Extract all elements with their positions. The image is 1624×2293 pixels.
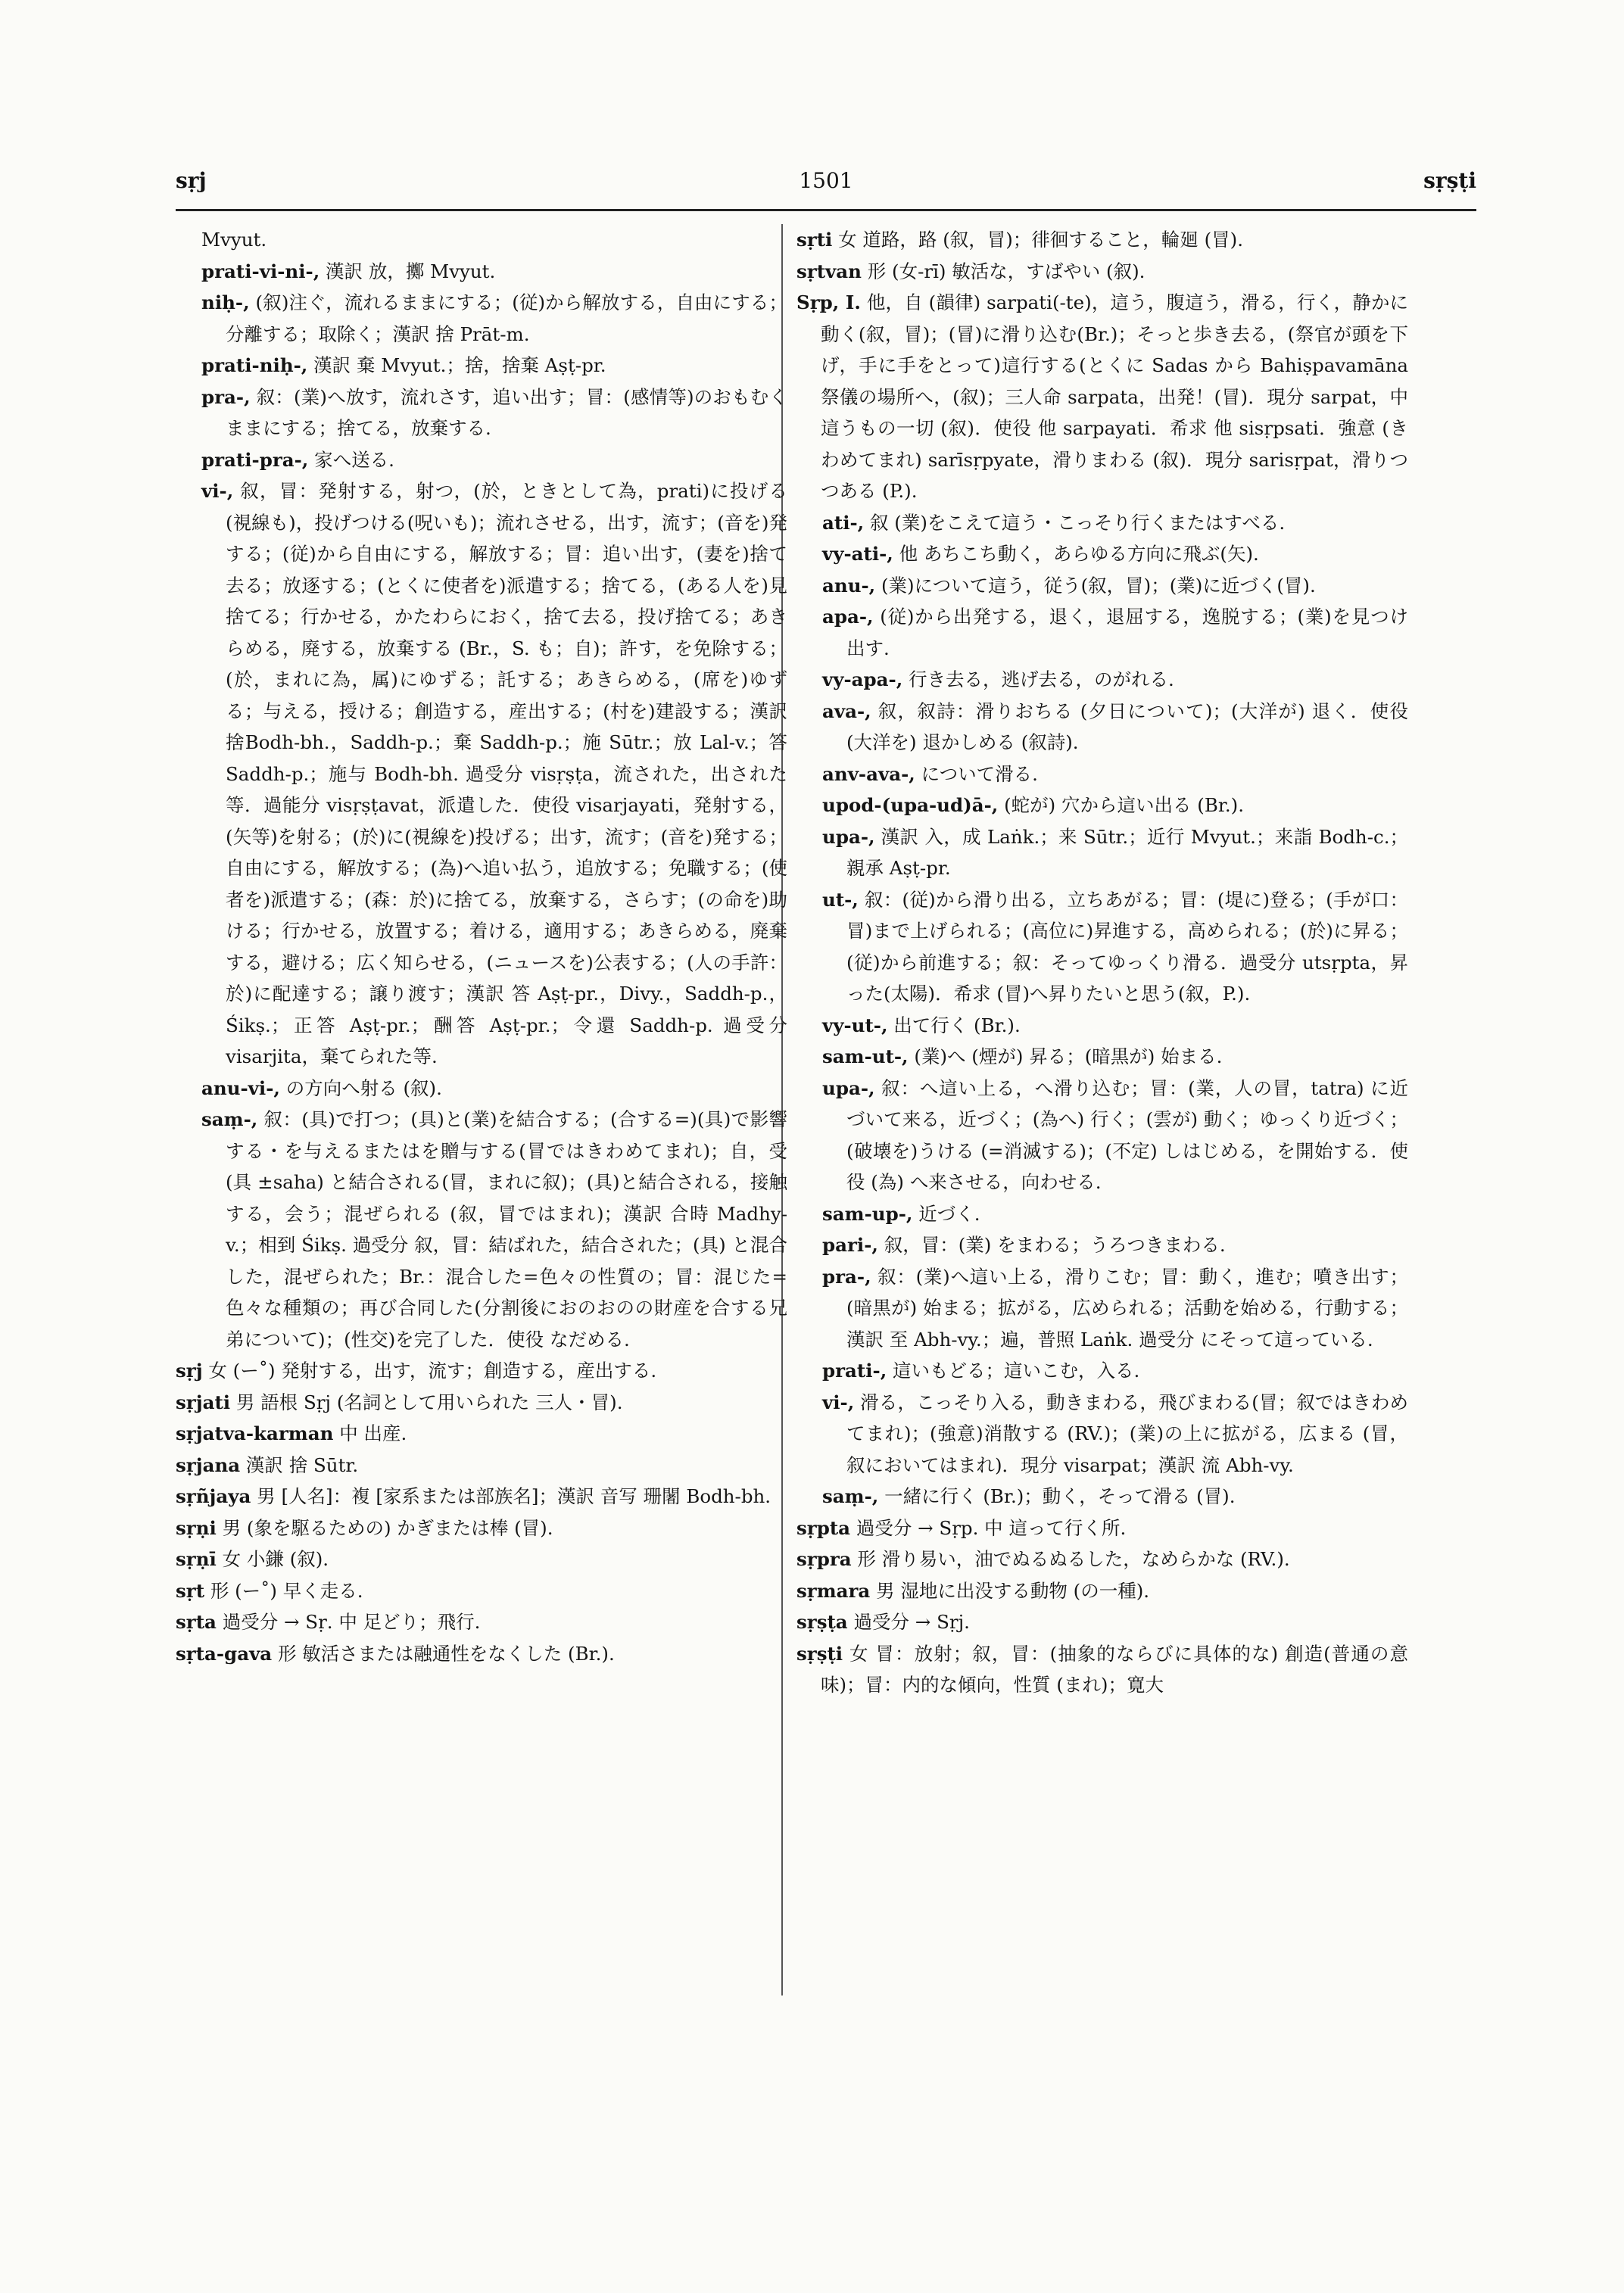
- dictionary-subentry: [796, 1073, 1408, 1198]
- dictionary-entry: [796, 1544, 1408, 1575]
- headword: sṛta: [176, 1611, 217, 1633]
- dictionary-entry: [176, 1387, 787, 1419]
- definition-text: (従)から出発する，退く，退屈する，逸脱する；(業)を見つけ出す.: [846, 606, 1408, 659]
- definition-text: 出て行く (Br.).: [887, 1014, 1021, 1036]
- headword: sṛti: [796, 229, 833, 251]
- headword: sṛta-gava: [176, 1642, 273, 1665]
- dictionary-subentry: [796, 759, 1408, 790]
- definition-text: 叙，冒：(業) をまわる；うろつきまわる.: [877, 1234, 1226, 1256]
- definition-text: 男 [人名]：複 [家系または部族名]；漢訳 音写 珊闍 Bodh-bh.: [251, 1485, 771, 1507]
- definition-text: 叙，冒：発射する，射つ，(於，ときとして為，prati)に投げる(視線も)，投げつける(呪いも)；流れさせる，出す，流す；(音を)発する；(従)から自由にする，解放する；冒：追い出す，(妻を)捨て去る；放逐する；(とくに使者を)派遣する；捨てる，(ある人を)見捨てる；行かせる，かたわらにおく，捨て去る，投げ捨てる；あきらめる，廃する，放棄する (Br.，S. も；自)；許す，を免除する；(於，まれに為，属)にゆずる；託する；あきらめる，(席を)ゆずる；与える，授ける；創造する，産出する；(村を)建設する；漢訳 捨Bodh-bh.，Saddh-p.；棄 Saddh-p.；施 Sūtr.；放 Lal-v.；答 Saddh-p.；施与 Bodh-bh. 過受分 visṛṣṭa，流された，出された等．過能分 visṛṣṭavat，派遣した．使役 visarjayati，発射する，(矢等)を射る；(於)に(視線を)投げる；出す，流す；(音を)発する；自由にする，解放する；(為)へ追い払う，追放する；免職する；(使者を)派遣する；(森：於)に捨てる，放棄する，さらす；(の命を)助ける；行かせる，放置する；着ける，適用する；あきらめる，廃棄する，避ける；広く知らせる，(ニュースを)公表する；(人の手許：於)に配達する；譲り渡す；漢訳 答 Aṣṭ-pr.，Divy.，Saddh-p.，Śikṣ.；正答 Aṣṭ-pr.；酬答 Aṣṭ-pr.；令還 Saddh-p. 過受分 visarjita，棄てられた等.: [226, 480, 787, 1067]
- definition-text: 形 (女-rī) 敏活な，すばやい (叙).: [861, 260, 1146, 282]
- definition-text: 漢訳 棄 Mvyut.；捨，捨棄 Aṣṭ-pr.: [307, 354, 606, 376]
- dictionary-entry: [796, 1575, 1408, 1607]
- dictionary-subentry: [176, 475, 787, 1073]
- headword: sṛt: [176, 1579, 205, 1602]
- definition-text: 一緒に行く (Br.)；動く，そって滑る (冒).: [878, 1485, 1236, 1507]
- headword: sṛtvan: [796, 260, 862, 282]
- dictionary-subentry: [176, 287, 787, 350]
- definition-text: 過受分 → Sṛ. 中 足どり；飛行.: [216, 1611, 481, 1633]
- dictionary-subentry: [796, 1229, 1408, 1261]
- page-number: 1501: [799, 168, 853, 193]
- left-column: [176, 224, 787, 1669]
- definition-text: 叙，叙詩：滑りおちる (夕日について)；(大洋が) 退く．使役 (大洋を) 退かしめる (叙詩).: [846, 699, 1408, 753]
- dictionary-entry: [176, 1418, 787, 1450]
- headword: anv-ava-,: [822, 762, 915, 785]
- definition-text: 中 出産.: [333, 1422, 407, 1444]
- headword: pari-,: [822, 1234, 878, 1256]
- headword: sṛpra: [796, 1548, 852, 1570]
- header-left-guideword: sṛj: [176, 168, 207, 193]
- dictionary-entry: [796, 224, 1408, 256]
- dictionary-entry: [176, 1513, 787, 1544]
- dictionary-entry: [796, 256, 1408, 288]
- definition-text: 男 語根 Sṛj (名詞として用いられた 三人・冒).: [230, 1391, 623, 1413]
- dictionary-subentry: [796, 570, 1408, 602]
- dictionary-entry: [176, 1544, 787, 1575]
- definition-text: 形 滑り易い，油でぬるぬるした，なめらかな (RV.).: [851, 1548, 1290, 1570]
- dictionary-entry: [176, 1481, 787, 1513]
- headword: vi-,: [822, 1391, 855, 1413]
- dictionary-subentry: [796, 507, 1408, 539]
- definition-text: 女 道路，路 (叙，冒)；徘徊すること，輪廻 (冒).: [832, 229, 1243, 251]
- dictionary-entry: [176, 1575, 787, 1607]
- definition-text: 他，自 (韻律) sarpati(-te)，這う，腹這う，滑る，行く，静かに動く(叙，冒)；(冒)に滑り込む(Br.)；そっと歩き去る，(祭官が頭を下げ，手に手をとって)這行する(とくに Sadas から Bahiṣpavamāna 祭儀の場所へ，(叙)；三人命 sarpata，出発！(冒)．現分 sarpat，中 這うもの一切 (叙)．使役 他 sarpayati．希求 他 sisṛpsati．強意 (きわめてまれ) sarīsṛpyate，滑りまわる (叙)．現分 sarisṛpat，滑りつつある (P.).: [821, 291, 1409, 502]
- headword: sṛjatva-karman: [176, 1422, 334, 1444]
- dictionary-subentry: [796, 1041, 1408, 1073]
- dictionary-subentry: [796, 1481, 1408, 1513]
- headword: niḥ-,: [201, 291, 250, 313]
- dictionary-subentry: [176, 1073, 787, 1104]
- headword: pra-,: [201, 385, 251, 408]
- headword: prati-,: [822, 1360, 887, 1382]
- definition-text: 女 (ー˚) 発射する，出す，流す；創造する，産出する.: [202, 1360, 657, 1382]
- definition-text: 過受分 → Sṛj.: [847, 1611, 970, 1633]
- headword: ava-,: [822, 699, 871, 722]
- definition-text: 叙 (業)をこえて這う・こっそり行くまたはすべる.: [864, 511, 1286, 534]
- definition-text: 叙：(具)で打つ；(具)と(業)を結合する；(合する=)(具)で影響する・を与えるまたはを贈与する(冒ではきわめてまれ)；自，受 (具 ±saha) と結合される(冒，まれに叙)；(具)と結合される，接触する，会う；混ぜられる (叙，冒ではまれ)；漢訳 合時 Madhy-v.；相到 Śikṣ. 過受分 叙，冒：結ばれた，結合された；(具) と混合した，混ぜられた；Br.：混合した=色々の性質の；冒：混じた=色々な種類の；再び合同した(分割後におのおのの財産を合する兄弟について)；(性交)を完了した．使役 なだめる.: [226, 1108, 787, 1351]
- dictionary-entry: [176, 1355, 787, 1387]
- headword: ut-,: [822, 888, 859, 911]
- definition-text: 近づく.: [912, 1202, 980, 1225]
- dictionary-subentry: [176, 256, 787, 288]
- definition-text: 漢訳 捨 Sūtr.: [240, 1453, 359, 1476]
- definition-text: Mvyut.: [201, 229, 267, 251]
- headword: prati-pra-,: [201, 448, 309, 471]
- dictionary-subentry: [176, 1104, 787, 1355]
- headword: saṃ-,: [822, 1485, 879, 1507]
- definition-text: 男 湿地に出没する動物 (の一種).: [870, 1579, 1150, 1602]
- dictionary-subentry: [796, 884, 1408, 1010]
- dictionary-subentry: [176, 382, 787, 444]
- definition-text: 他 あちこち動く，あらゆる方向に飛ぶ(矢).: [893, 543, 1259, 565]
- definition-text: 過受分 → Sṛp. 中 這って行く所.: [850, 1516, 1127, 1539]
- dictionary-subentry: [796, 790, 1408, 821]
- definition-text: 形 (ー˚) 早く走る.: [204, 1579, 363, 1602]
- dictionary-subentry: [176, 444, 787, 476]
- definition-text: について滑る.: [915, 762, 1038, 785]
- definition-text: 女 小鎌 (叙).: [216, 1548, 329, 1570]
- definition-text: (蛇が) 穴から這い出る (Br.).: [998, 794, 1244, 816]
- definition-text: 這いもどる；這いこむ，入る.: [887, 1360, 1140, 1382]
- dictionary-subentry: [796, 538, 1408, 570]
- dictionary-entry: [796, 1606, 1408, 1638]
- dictionary-subentry: [796, 821, 1408, 884]
- definition-text: 叙：(従)から滑り出る，立ちあがる；冒：(堤に)登る；(手が口：冒)まで上げられる；(高位に)昇進する，高められる；(於)に昇る；(従)から前進する；叙：そってゆっくり滑る．過受分 utsṛpta，昇った(太陽)．希求 (冒)へ昇りたいと思う(叙，P.).: [846, 888, 1408, 1005]
- headword: upod-(upa-ud)ā-,: [822, 794, 999, 816]
- headword: anu-vi-,: [201, 1076, 280, 1099]
- dictionary-subentry: [796, 1355, 1408, 1387]
- dictionary-entry: [796, 287, 1408, 507]
- dictionary-subentry: [796, 601, 1408, 664]
- dictionary-subentry: [796, 696, 1408, 759]
- definition-text: 女 冒：放射；叙，冒：(抽象的ならびに具体的な) 創造(普通の意味)；冒：内的な傾向，性質 (まれ)；寛大: [821, 1642, 1408, 1696]
- headword: ati-,: [822, 511, 865, 534]
- headword: saṃ-,: [201, 1108, 258, 1130]
- headword: pra-,: [822, 1265, 871, 1288]
- dictionary-subentry: [796, 1198, 1408, 1230]
- definition-text: 叙：へ這い上る，へ滑り込む；冒：(業，人の冒，tatra) に近づいて来る，近づく；(為へ) 行く；(雲が) 動く；ゆっくり近づく；(破壊を)うける (=消滅する)；(不定) しはじめる，を開始する．使役 (為) へ来させる，向わせる.: [846, 1076, 1408, 1193]
- headword: sṛj: [176, 1360, 203, 1382]
- dictionary-entry: [796, 1513, 1408, 1544]
- dictionary-entry: [176, 1606, 787, 1638]
- headword: vy-apa-,: [822, 668, 903, 690]
- definition-text: 行き去る，逃げ去る，のがれる.: [902, 668, 1174, 690]
- dictionary-subentry: [796, 1387, 1408, 1481]
- dictionary-subentry: [796, 1010, 1408, 1042]
- definition-text: 叙：(業)へ放す，流れさす，追い出す；冒：(感情等)のおもむくままにする；捨てる，放棄する.: [226, 385, 787, 439]
- entry-continuation: [176, 224, 787, 256]
- headword: sṛmara: [796, 1579, 871, 1602]
- definition-text: 叙：(業)へ這い上る，滑りこむ；冒：動く，進む；噴き出す；(暗黒が) 始まる；拡がる，広められる；活動を始める，行動する；漢訳 至 Abh-vy.；遍，普照 Laṅk. 過受分 にそって這っている.: [846, 1265, 1408, 1351]
- headword: sṛpta: [796, 1516, 851, 1539]
- headword: sṛñjaya: [176, 1485, 251, 1507]
- headword: sṛṣṭa: [796, 1611, 848, 1633]
- definition-text: 漢訳 放，擲 Mvyut.: [320, 260, 496, 282]
- definition-text: (業)について這う，従う(叙，冒)；(業)に近づく(冒).: [875, 574, 1316, 597]
- definition-text: 男 (象を駆るための) かぎまたは棒 (冒).: [216, 1516, 553, 1539]
- page-header: [176, 168, 1476, 203]
- headword: sṛṇi: [176, 1516, 217, 1539]
- definition-text: の方向へ射る (叙).: [279, 1076, 442, 1099]
- headword: upa-,: [822, 825, 875, 848]
- header-rule: [176, 209, 1476, 211]
- definition-text: 滑る，こっそり入る，動きまわる，飛びまわる(冒；叙ではきわめてまれ)；(強意)消散する (RV.)；(業)の上に拡がる，広まる (冒，叙においてはまれ)．現分 visarpat；漢訳 流 Abh-vy.: [846, 1391, 1408, 1476]
- dictionary-subentry: [796, 664, 1408, 696]
- definition-text: 漢訳 入，成 Laṅk.；来 Sūtr.；近行 Mvyut.；来詣 Bodh-c.；親承 Aṣṭ-pr.: [846, 825, 1408, 879]
- definition-text: (叙)注ぐ，流れるままにする；(従)から解放する，自由にする；分離する；取除く；漢訳 捨 Prāt-m.: [226, 291, 787, 345]
- headword: prati-niḥ-,: [201, 354, 308, 376]
- headword: sṛjati: [176, 1391, 231, 1413]
- dictionary-entry: [796, 1638, 1408, 1701]
- headword: apa-,: [822, 606, 874, 628]
- definition-text: (業)へ (煙が) 昇る；(暗黒が) 始まる.: [908, 1045, 1223, 1067]
- dictionary-entry: [176, 1450, 787, 1481]
- headword: prati-vi-ni-,: [201, 260, 320, 282]
- headword: Sṛp, I.: [796, 291, 861, 313]
- headword: sṛṇī: [176, 1548, 217, 1570]
- headword: sṛjana: [176, 1453, 241, 1476]
- right-column: [796, 224, 1408, 1701]
- dictionary-subentry: [796, 1261, 1408, 1356]
- header-right-guideword: sṛṣṭi: [1423, 168, 1476, 193]
- headword: upa-,: [822, 1076, 875, 1099]
- headword: vy-ut-,: [822, 1014, 888, 1036]
- headword: vi-,: [201, 480, 234, 502]
- dictionary-subentry: [176, 350, 787, 382]
- headword: sam-ut-,: [822, 1045, 909, 1067]
- definition-text: 家へ送る.: [308, 448, 394, 471]
- headword: sam-up-,: [822, 1202, 913, 1225]
- headword: vy-ati-,: [822, 543, 893, 565]
- headword: anu-,: [822, 574, 876, 597]
- dictionary-entry: [176, 1638, 787, 1670]
- headword: sṛṣṭi: [796, 1642, 843, 1665]
- definition-text: 形 敏活さまたは融通性をなくした (Br.).: [272, 1642, 615, 1665]
